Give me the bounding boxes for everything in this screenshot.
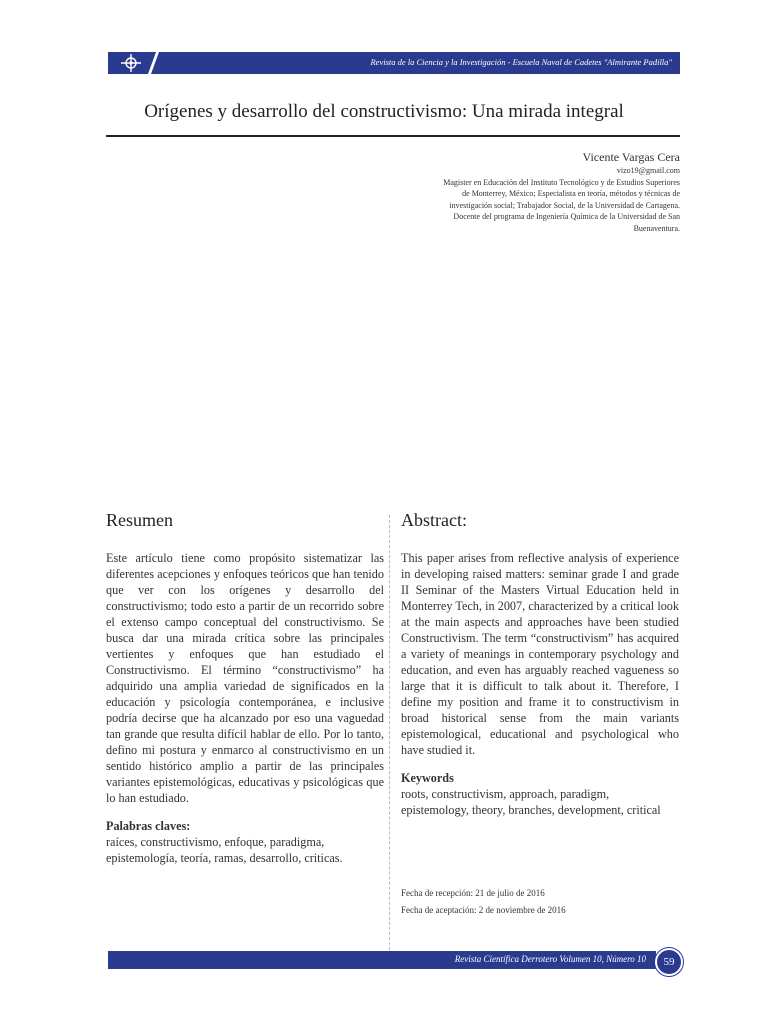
palabras-claves-heading: Palabras claves: <box>106 819 191 833</box>
title-rule <box>106 135 680 137</box>
author-affiliation-line: Docente del programa de Ingeniería Química de la Universidad de San <box>453 212 680 221</box>
author-name: Vicente Vargas Cera <box>582 150 680 164</box>
palabras-claves-text: raíces, constructivismo, enfoque, paradigma, epistemología, teoría, ramas, desarrollo, criticas. <box>106 835 343 865</box>
resumen-column <box>106 510 384 866</box>
resumen-heading: Resumen <box>106 510 173 530</box>
dates-block <box>401 885 566 919</box>
abstract-heading: Abstract: <box>401 510 467 530</box>
author-affiliation-line: investigación social; Trabajador Social, de la Universidad de Cartagena. <box>449 200 680 210</box>
abstract-column <box>401 510 679 818</box>
author-affiliation-line: Magister en Educación del Instituto Tecnológico y de Estudios Superiores <box>443 177 680 187</box>
received-date: Fecha de recepción: 21 de julio de 2016 <box>401 888 545 898</box>
journal-header-text: Revista de la Ciencia y la Investigación - Escuela Naval de Cadetes "Almirante Padilla" <box>370 57 672 67</box>
author-affiliation-line: de Monterrey, México; Especialista en teoría, métodos y técnicas de <box>462 189 680 198</box>
keywords-heading: Keywords <box>401 771 454 785</box>
compass-rose-icon <box>118 53 144 73</box>
accepted-date: Fecha de aceptación: 2 de noviembre de 2016 <box>401 905 566 915</box>
footer-journal-issue: Revista Científica Derrotero Volumen 10, Número 10 <box>454 954 646 964</box>
author-email[interactable]: vizo19@gmail.com <box>616 166 680 175</box>
resumen-text: Este artículo tiene como propósito sistematizar las diferentes acepciones y enfoques teóricos que han tenido que ver con los orígenes y desarrollo del constructivismo; todo esto a partir de un recorrido sobre el extenso campo conceptual del constructivismo. Se busca dar una mirada crítica sobre las principales vertientes y enfoques que han estudiado el Constructivismo. El término “constructivismo” ha adquirido una amplia variedad de significados en la educación y psicología contemporánea, e inclusive podría decirse que ha alcanzado por eso una vaguedad tan grande que resulta difícil hablar de ello. Por lo tanto, defino mi postura y enmarco al constructivismo en un sentido histórico amplio a partir de las principales variantes epistemológicas, educativas y psicológicas que lo han estudiado. <box>106 551 384 805</box>
author-affiliation-line: Buenaventura. <box>633 223 680 233</box>
author-block <box>380 150 680 234</box>
page-number: 59 <box>655 948 683 976</box>
article-title: Orígenes y desarrollo del constructivismo: Una mirada integral <box>144 101 624 122</box>
abstract-text: This paper arises from reflective analysis of experience in developing raised matters: seminar grade I and grade II Seminar of the Masters Virtual Education held in Monterrey Tech, in 2007, characterized by a critical look at the main aspects and approaches have been studied Constructivism. The term “constructivism” has acquired a variety of meanings in contemporary psychology and education, and even has arguably reached vagueness so large that it is difficult to talk about it. Therefore, I define my position and frame it to constructivism in broad historical sense from the main variants epistemological, educational and psychological who have studied it. <box>401 551 679 757</box>
keywords-text: roots, constructivism, approach, paradigm, epistemology, theory, branches, development, critical <box>401 787 661 817</box>
column-divider <box>389 515 390 955</box>
